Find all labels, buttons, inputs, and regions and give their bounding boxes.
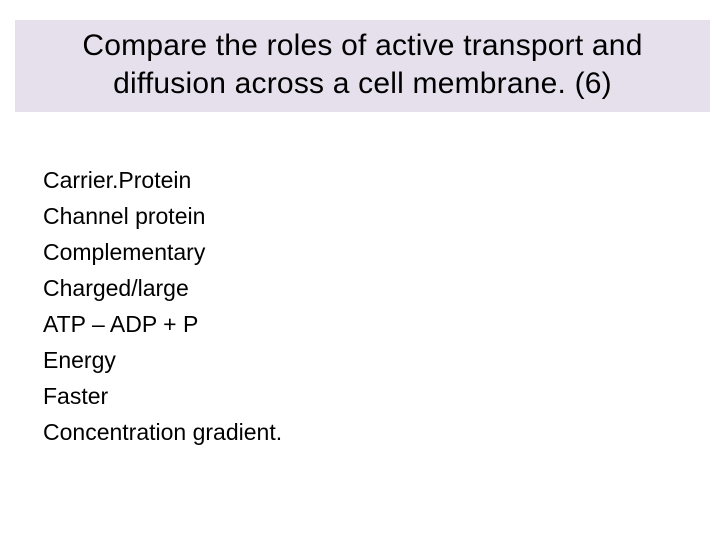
question-title-line-1: Compare the roles of active transport and <box>82 29 643 62</box>
key-term-item: Carrier.Protein <box>43 167 192 193</box>
key-term-item: Energy <box>43 347 116 373</box>
key-terms-list <box>43 162 282 450</box>
key-term-item: Charged/large <box>43 275 189 301</box>
question-title-line-2: diffusion across a cell membrane. (6) <box>113 67 612 100</box>
key-term-item: Concentration gradient. <box>43 419 283 445</box>
key-term-item: Channel protein <box>43 203 206 229</box>
key-term-item: Faster <box>43 383 109 409</box>
question-title <box>15 27 710 103</box>
key-term-item: Complementary <box>43 239 206 265</box>
question-title-banner <box>15 20 710 112</box>
key-term-item: ATP – ADP + P <box>43 311 199 337</box>
